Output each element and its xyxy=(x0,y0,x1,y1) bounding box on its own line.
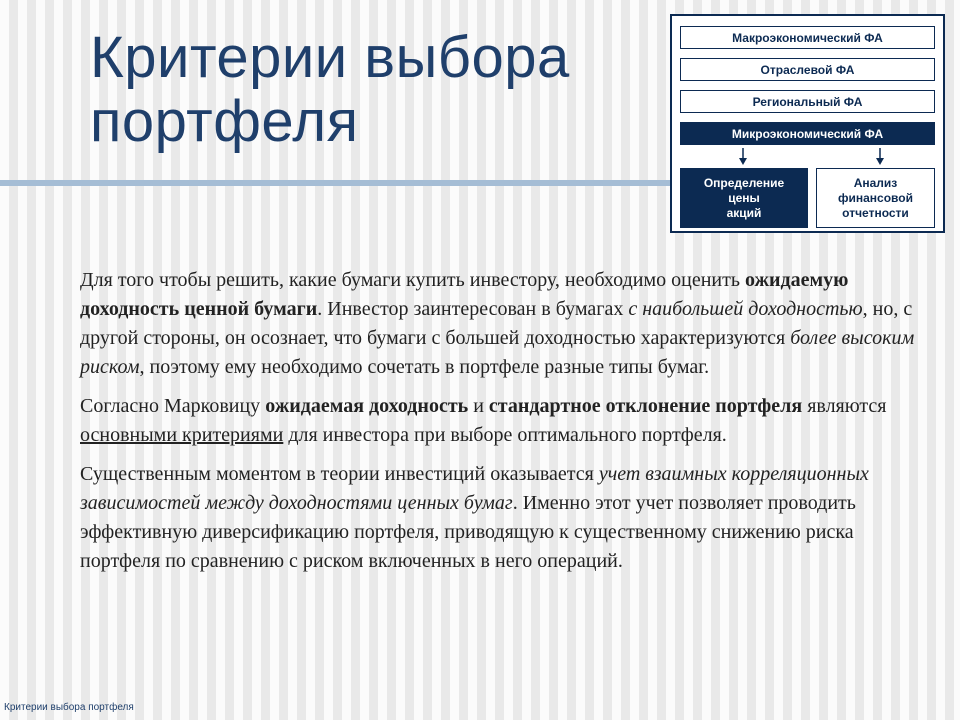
text: для инвестора при выборе оптимального портфеля. xyxy=(283,424,727,446)
paragraph-1 xyxy=(80,266,930,382)
text: Для того чтобы решить, какие бумаги купить инвестору, необходимо оценить xyxy=(80,269,745,291)
title-divider xyxy=(0,180,674,186)
analysis-box-line: финансовой xyxy=(838,190,913,205)
price-box-line: цены xyxy=(728,190,760,205)
slide-footer: Критерии выбора портфеля xyxy=(4,702,134,713)
bold-text: ожидаемая доходность xyxy=(265,395,469,417)
text: , но, с другой стороны, он осознает, что бумаги с большей доходностью характеризуются xyxy=(80,298,913,349)
analysis-box-line: отчетности xyxy=(842,205,909,220)
text: . Именно этот учет позволяет проводить эффективную диверсификацию портфеля, приводящую к существенному снижению риска портфеля по сравнению с риском включенных в него операций. xyxy=(80,492,856,572)
slide-body xyxy=(80,266,930,586)
financial-analysis-box xyxy=(816,168,935,228)
regional-fa-box: Региональный ФА xyxy=(680,90,935,113)
price-box-line: акций xyxy=(726,205,762,220)
text: и xyxy=(468,395,489,417)
text: Существенным моментом в теории инвестиций оказывается xyxy=(80,463,599,485)
text: . Инвестор заинтересован в бумагах xyxy=(317,298,629,320)
underlined-text: основными критериями xyxy=(80,424,284,446)
text: , поэтому ему необходимо сочетать в портфеле разные типы бумаг. xyxy=(139,356,710,378)
price-box-line: Определение xyxy=(703,175,785,190)
italic-text: с наибольшей доходностью xyxy=(628,298,863,320)
slide-title xyxy=(90,26,650,154)
analysis-box-line: Анализ xyxy=(853,175,898,190)
micro-fa-box: Микроэкономический ФА xyxy=(680,122,935,145)
price-determination-box xyxy=(680,168,808,228)
title-line-1: Критерии выбора xyxy=(90,25,570,90)
arrow-down-icon xyxy=(875,148,885,166)
bold-text: стандартное отклонение портфеля xyxy=(488,395,803,417)
bold-text: ожидаемую доходность ценной бумаги xyxy=(80,269,849,320)
text: Согласно Марковицу xyxy=(80,395,266,417)
italic-text: более высоким риском xyxy=(80,327,915,378)
industry-fa-box: Отраслевой ФА xyxy=(680,58,935,81)
paragraph-3 xyxy=(80,460,930,576)
macro-fa-box: Макроэкономический ФА xyxy=(680,26,935,49)
text: являются xyxy=(802,395,887,417)
italic-text: учет взаимных корреляционных зависимостей между доходностями ценных бумаг xyxy=(80,463,869,514)
title-line-2: портфеля xyxy=(90,89,359,154)
fundamental-analysis-diagram xyxy=(670,14,945,233)
paragraph-2 xyxy=(80,392,930,450)
arrow-down-icon xyxy=(738,148,748,166)
